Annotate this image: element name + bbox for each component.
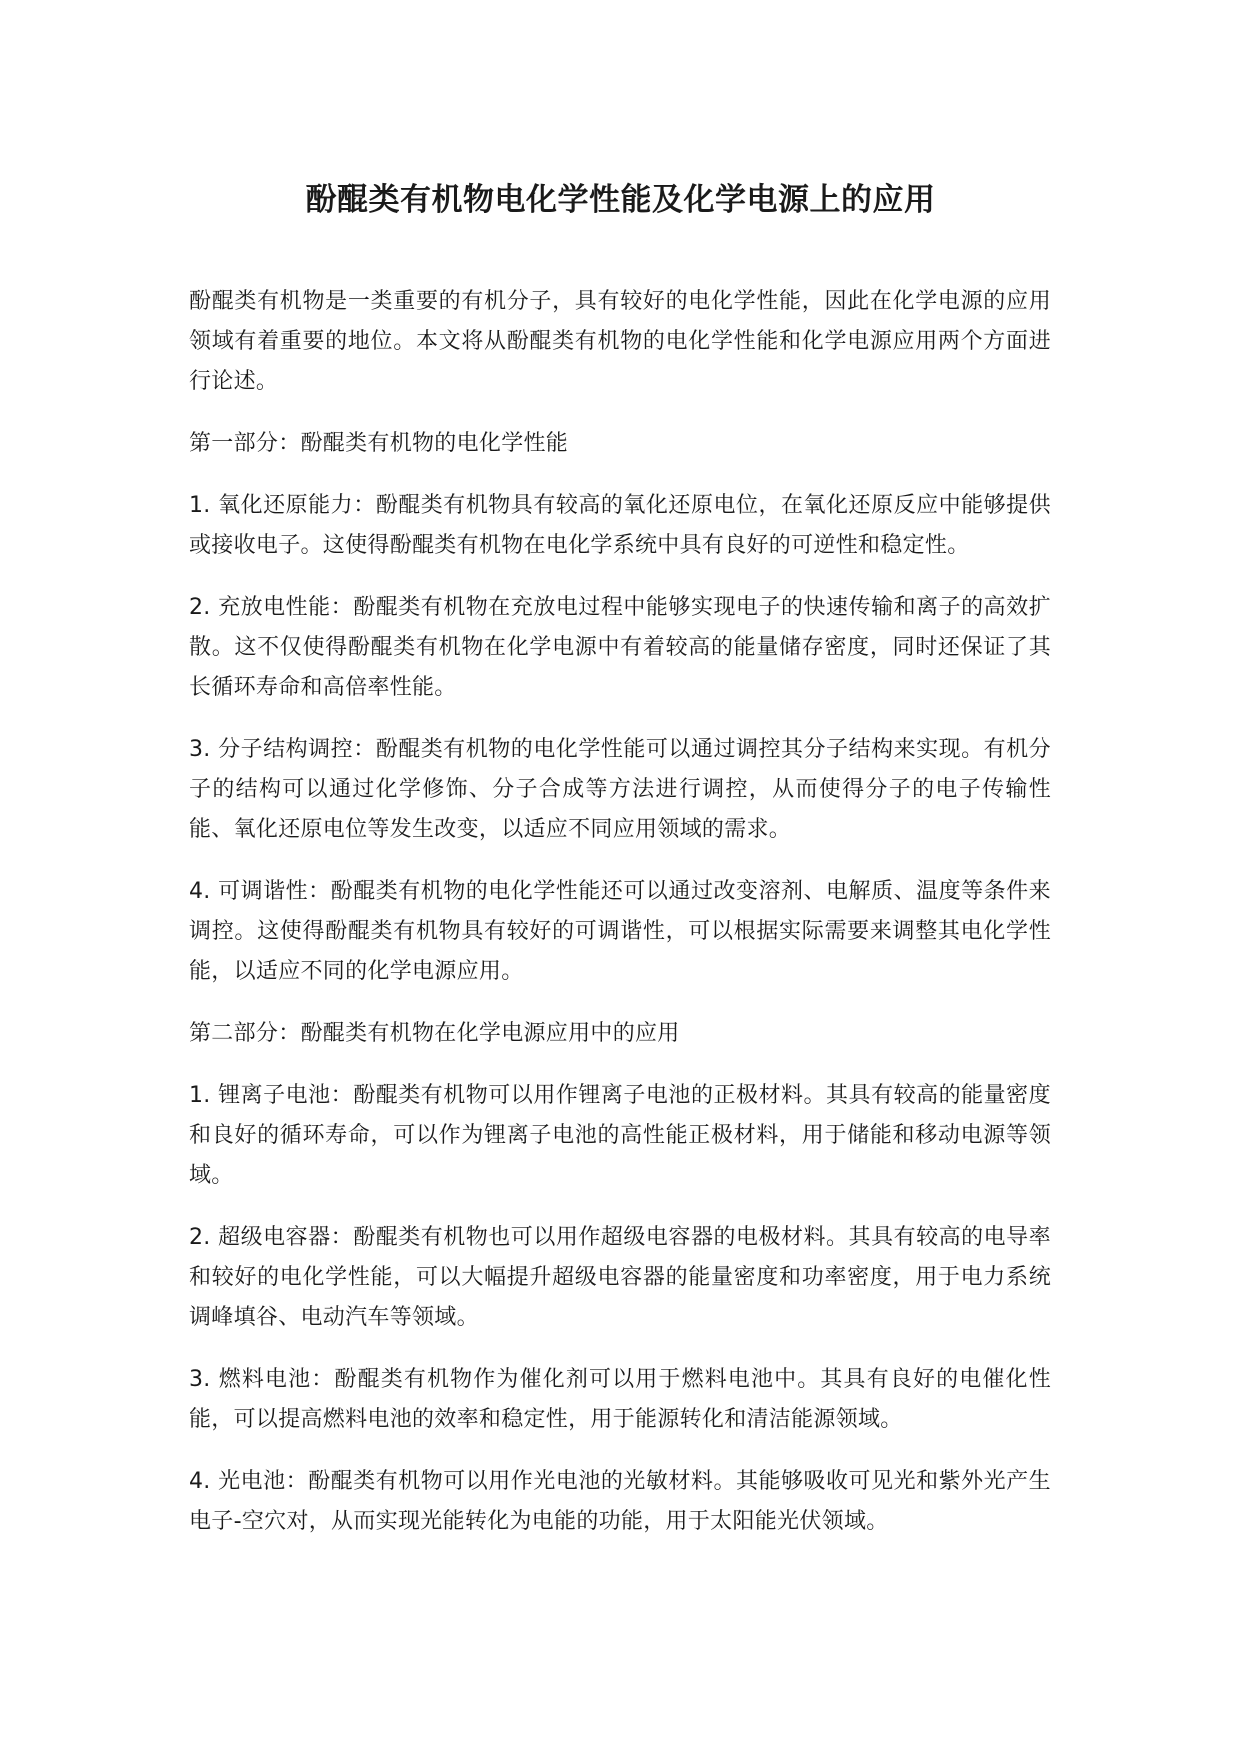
document-body [189,282,1051,1564]
section-heading-part2: 第二部分：酚醌类有机物在化学电源应用中的应用 [189,1021,680,1046]
list-item: 1. 锂离子电池：酚醌类有机物可以用作锂离子电池的正极材料。其具有较高的能量密度和良好的循环寿命，可以作为锂离子电池的高性能正极材料，用于储能和移动电源等领域。 [189,1083,1051,1188]
list-item: 4. 可调谐性：酚醌类有机物的电化学性能还可以通过改变溶剂、电解质、温度等条件来调控。这使得酚醌类有机物具有较好的可调谐性，可以根据实际需要来调整其电化学性能，以适应不同的化学电源应用。 [189,879,1051,984]
list-item: 2. 充放电性能：酚醌类有机物在充放电过程中能够实现电子的快速传输和离子的高效扩散。这不仅使得酚醌类有机物在化学电源中有着较高的能量储存密度，同时还保证了其长循环寿命和高倍率性能。 [189,595,1051,700]
document-title: 酚醌类有机物电化学性能及化学电源上的应用 [305,182,936,218]
list-item: 2. 超级电容器：酚醌类有机物也可以用作超级电容器的电极材料。其具有较高的电导率和较好的电化学性能，可以大幅提升超级电容器的能量密度和功率密度，用于电力系统调峰填谷、电动汽车等领域。 [189,1225,1051,1330]
list-item: 3. 分子结构调控：酚醌类有机物的电化学性能可以通过调控其分子结构来实现。有机分子的结构可以通过化学修饰、分子合成等方法进行调控，从而使得分子的电子传输性能、氧化还原电位等发生改变，以适应不同应用领域的需求。 [189,737,1051,842]
list-item: 1. 氧化还原能力：酚醌类有机物具有较高的氧化还原电位，在氧化还原反应中能够提供或接收电子。这使得酚醌类有机物在电化学系统中具有良好的可逆性和稳定性。 [189,493,1051,558]
list-item: 3. 燃料电池：酚醌类有机物作为催化剂可以用于燃料电池中。其具有良好的电催化性能，可以提高燃料电池的效率和稳定性，用于能源转化和清洁能源领域。 [189,1367,1051,1432]
intro-paragraph: 酚醌类有机物是一类重要的有机分子，具有较好的电化学性能，因此在化学电源的应用领域有着重要的地位。本文将从酚醌类有机物的电化学性能和化学电源应用两个方面进行论述。 [189,289,1051,394]
list-item: 4. 光电池：酚醌类有机物可以用作光电池的光敏材料。其能够吸收可见光和紫外光产生电子-空穴对，从而实现光能转化为电能的功能，用于太阳能光伏领域。 [189,1469,1051,1534]
section-heading-part1: 第一部分：酚醌类有机物的电化学性能 [189,431,569,456]
